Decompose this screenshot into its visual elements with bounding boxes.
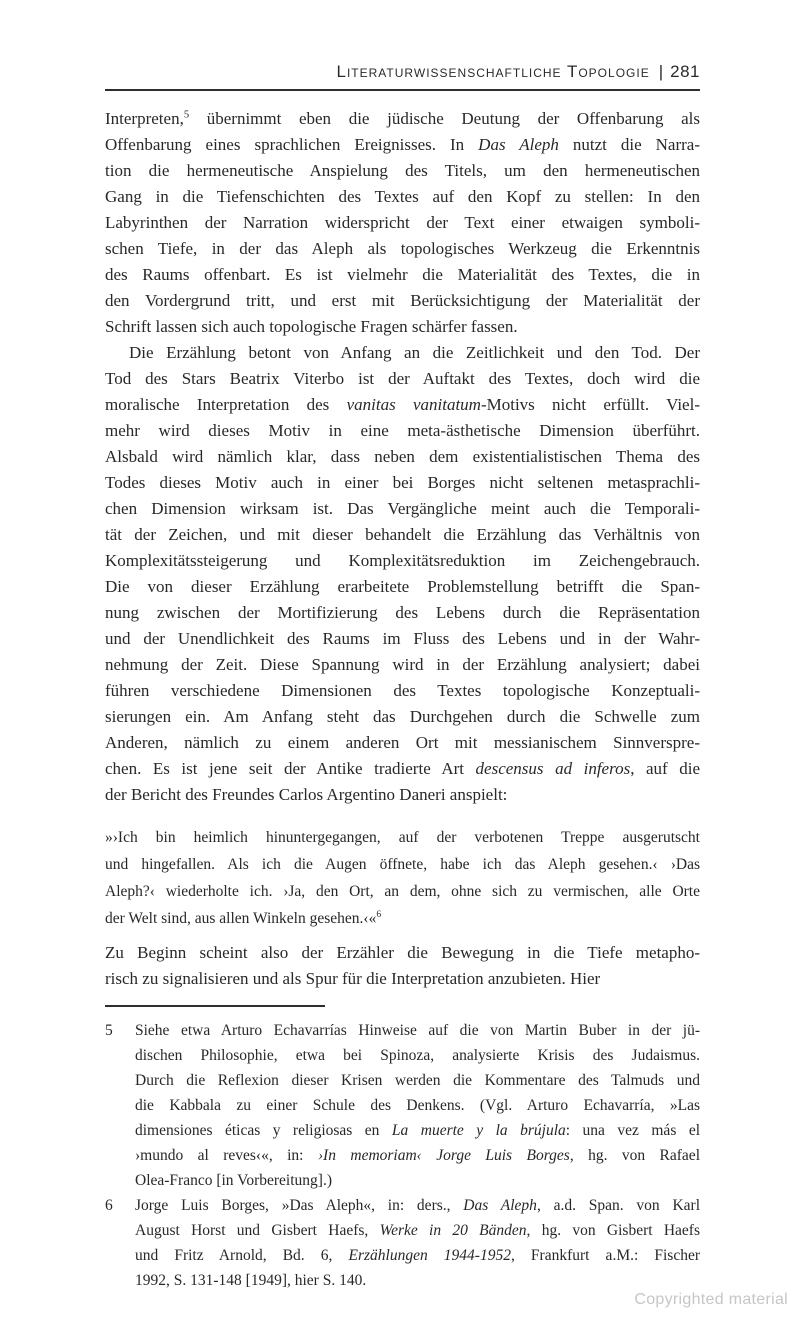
text-line: risch zu signalisieren und als Spur für die Interpretation anzubieten. Hier — [105, 969, 601, 988]
text-line: Gang in die Tiefenschichten des Textes auf den Kopf zu stellen: In den — [105, 187, 700, 206]
text-line: Todes dieses Motiv auch in einer bei Borges nicht seltenen metasprachli- — [105, 473, 700, 492]
footnote-number: 5 — [105, 1022, 113, 1039]
text-line: dimensiones éticas y religiosas en La muerte y la brújula: una vez más el — [135, 1122, 701, 1139]
paragraph — [105, 940, 700, 992]
text-line: Zu Beginn scheint also der Erzähler die Bewegung in die Tiefe metapho- — [105, 943, 700, 962]
text-line: Die von dieser Erzählung erarbeitete Problemstellung betrifft die Span- — [105, 577, 700, 596]
text-line: führen verschiedene Dimensionen des Textes topologische Konzeptuali- — [105, 681, 700, 700]
text-line: Interpreten,$^5$ übernimmt eben die jüdische Deutung der Offenbarung als — [105, 109, 700, 128]
text-line: mehr wird dieses Motiv in eine meta-ästhetische Dimension überführt. — [105, 421, 700, 440]
text-line: Offenbarung eines sprachlichen Ereignisses. In Das Aleph nutzt die Narra- — [105, 135, 700, 154]
text-line: Siehe etwa Arturo Echavarrías Hinweise auf die von Martin Buber in der jü- — [135, 1022, 700, 1039]
text-line: Komplexitätssteigerung und Komplexitätsreduktion im Zeichengebrauch. — [105, 551, 700, 570]
text-line: nung zwischen der Mortifizierung des Lebens durch die Repräsentation — [105, 603, 700, 622]
footnote-separator-rule — [105, 1005, 325, 1007]
text-line: »›Ich bin heimlich hinuntergegangen, auf der verbotenen Treppe ausgerutscht — [105, 829, 700, 846]
text-line: Anderen, nämlich zu einem anderen Ort mit messianischem Sinnverspre- — [105, 733, 700, 752]
text-line: moralische Interpretation des vanitas vanitatum-Motivs nicht erfüllt. Viel- — [105, 395, 700, 414]
paragraph — [105, 106, 700, 340]
text-line: tion die hermeneutische Anspielung des Titels, um den hermeneutischen — [105, 161, 700, 180]
body-text — [105, 106, 700, 992]
footnote-text — [135, 1018, 700, 1193]
text-line: Die Erzählung betont von Anfang an die Zeitlichkeit und den Tod. Der — [129, 343, 700, 362]
page-number: 281 — [670, 62, 700, 81]
footnote-text — [135, 1193, 700, 1293]
text-line: dischen Philosophie, etwa bei Spinoza, analysierte Krisis des Judaismus. — [135, 1047, 700, 1064]
text-line: chen Dimension wirksam ist. Das Vergängliche meint auch die Temporali- — [105, 499, 700, 518]
footnote-ref: 6 — [376, 908, 382, 920]
text-line: schen Tiefe, in der das Aleph als topologisches Werkzeug die Erkenntnis — [105, 239, 700, 258]
copyright-watermark: Copyrighted material — [634, 1291, 788, 1308]
footnote-ref: 5 — [183, 109, 190, 121]
text-line: und hingefallen. Als ich die Augen öffnete, habe ich das Aleph gesehen.‹ ›Das — [105, 856, 700, 873]
text-line: Schrift lassen sich auch topologische Fragen schärfer fassen. — [105, 317, 518, 336]
block-quote — [105, 824, 700, 932]
text-line: des Raums offenbart. Es ist vielmehr die Materialität des Textes, die in — [105, 265, 700, 284]
text-line: tät der Zeichen, und mit dieser behandelt die Erzählung das Verhältnis von — [105, 525, 700, 544]
text-line: und Fritz Arnold, Bd. 6, Erzählungen 1944-1952, Frankfurt a.M.: Fischer — [135, 1247, 700, 1264]
text-line: chen. Es ist jene seit der Antike tradierte Art descensus ad inferos, auf die — [105, 759, 701, 778]
header-title: Literaturwissenschaftliche Topologie — [336, 62, 650, 81]
footnote-number: 6 — [105, 1197, 113, 1214]
text-line: Alsbald wird nämlich klar, dass neben dem existentialistischen Thema des — [105, 447, 700, 466]
text-line: Aleph?‹ wiederholte ich. ›Ja, den Ort, an dem, ohne sich zu vermischen, alle Orte — [105, 883, 700, 900]
text-line: ›mundo al reves‹«, in: ›In memoriam‹ Jorge Luis Borges, hg. von Rafael — [135, 1147, 700, 1164]
text-line: Durch die Reflexion dieser Krisen werden die Kommentare des Talmuds und — [135, 1072, 700, 1089]
text-line: sierungen ein. Am Anfang steht das Durchgehen durch die Schwelle zum — [105, 707, 700, 726]
text-line: Labyrinthen der Narration widerspricht der Text einer etwaigen symboli- — [105, 213, 700, 232]
text-line: Tod des Stars Beatrix Viterbo ist der Auftakt des Textes, doch wird die — [105, 369, 700, 388]
footnote — [105, 1193, 700, 1293]
text-line: die Kabbala zu einer Schule des Denkens. (Vgl. Arturo Echavarría, »Las — [135, 1097, 700, 1114]
text-line: Olea-Franco [in Vorbereitung].) — [135, 1172, 332, 1189]
footnotes — [105, 1018, 700, 1293]
text-line: den Vordergrund tritt, und erst mit Berücksichtigung der Materialität der — [105, 291, 700, 310]
footnote — [105, 1018, 700, 1193]
text-line: August Horst und Gisbert Haefs, Werke in 20 Bänden, hg. von Gisbert Haefs — [135, 1222, 700, 1239]
text-line: und der Unendlichkeit des Raums im Fluss des Lebens und in der Wahr- — [105, 629, 700, 648]
text-line: nehmung der Zeit. Diese Spannung wird in der Erzählung analysiert; dabei — [105, 655, 700, 674]
header-separator: | — [658, 62, 664, 81]
text-line: der Welt sind, aus allen Winkeln gesehen.‹«$^6$ — [105, 908, 382, 927]
text-line: 1992, S. 131-148 [1949], hier S. 140. — [135, 1272, 367, 1289]
text-line: Jorge Luis Borges, »Das Aleph«, in: ders., Das Aleph, a.d. Span. von Karl — [135, 1197, 700, 1214]
running-header — [105, 62, 700, 91]
paragraph — [105, 340, 700, 808]
text-line: der Bericht des Freundes Carlos Argentino Daneri anspielt: — [105, 785, 508, 804]
